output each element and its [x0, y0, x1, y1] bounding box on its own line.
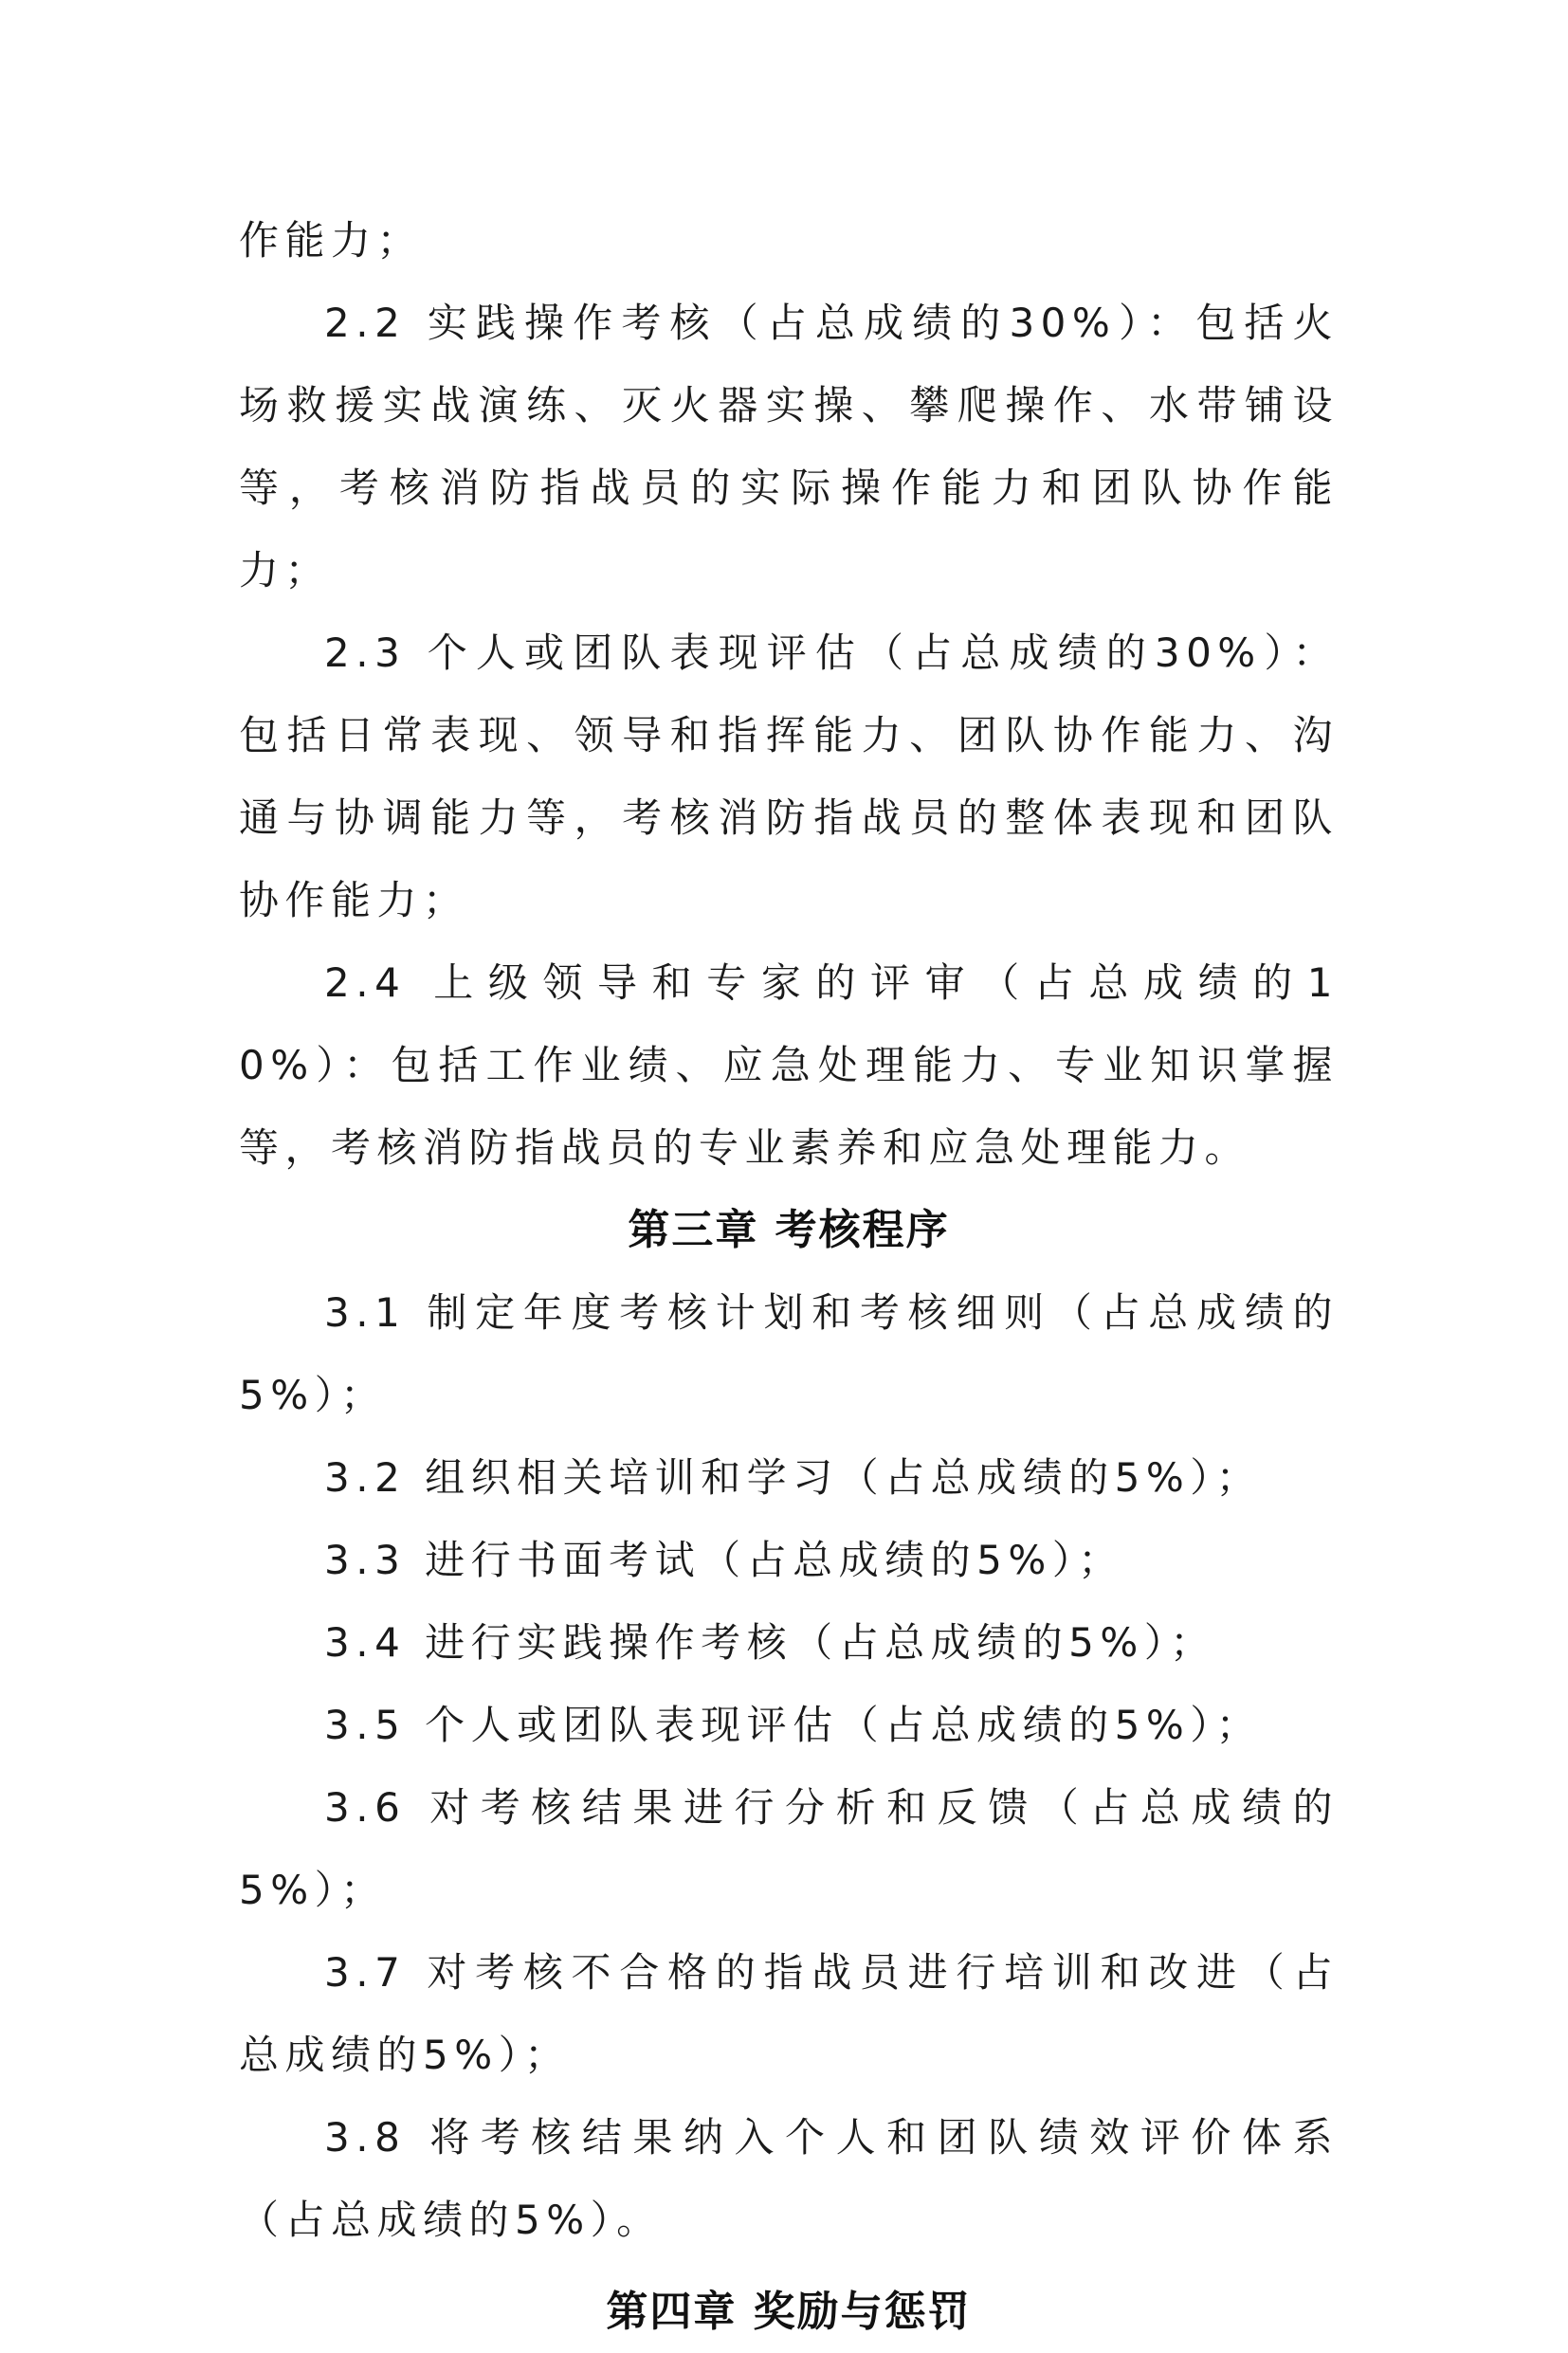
paragraph-2-4: 2.4 上级领导和专家的评审（占总成绩的10%）：包括工作业绩、应急处理能力、专业知识掌握等，考核消防指战员的专业素养和应急处理能力。 [239, 959, 1339, 1171]
paragraph-2-2: 2.2 实践操作考核（占总成绩的30%）：包括火场救援实战演练、灭火器实操、攀爬操作、水带铺设等，考核消防指战员的实际操作能力和团队协作能力； [239, 300, 1339, 593]
list-item-3-7: 3.7 对考核不合格的指战员进行培训和改进（占总成绩的5%）； [239, 1949, 1339, 2078]
paragraph-continuation: 作能力； [239, 217, 424, 264]
list-item-3-8: 3.8 将考核结果纳入个人和团队绩效评价体系（占总成绩的5%）。 [239, 2114, 1339, 2243]
list-item-3-2: 3.2 组织相关培训和学习（占总成绩的5%）； [324, 1454, 1263, 1501]
chapter-3-heading: 第三章 考核程序 [628, 1206, 950, 1254]
list-item-3-6: 3.6 对考核结果进行分析和反馈（占总成绩的5%）； [239, 1784, 1339, 1913]
list-item-3-5: 3.5 个人或团队表现评估（占总成绩的5%）； [324, 1702, 1263, 1748]
document-body [239, 199, 1339, 2353]
chapter-4-heading: 第四章 奖励与惩罚 [606, 2288, 972, 2336]
list-item-3-3: 3.3 进行书面考试（占总成绩的5%）； [324, 1537, 1124, 1583]
list-item-3-1: 3.1 制定年度考核计划和考核细则（占总成绩的5%）； [239, 1289, 1339, 1418]
paragraph-2-3: 2.3 个人或团队表现评估（占总成绩的30%）：包括日常表现、领导和指挥能力、团队协作能力、沟通与协调能力等，考核消防指战员的整体表现和团队协作能力； [239, 629, 1339, 923]
list-item-3-4: 3.4 进行实践操作考核（占总成绩的5%）； [324, 1619, 1216, 1666]
